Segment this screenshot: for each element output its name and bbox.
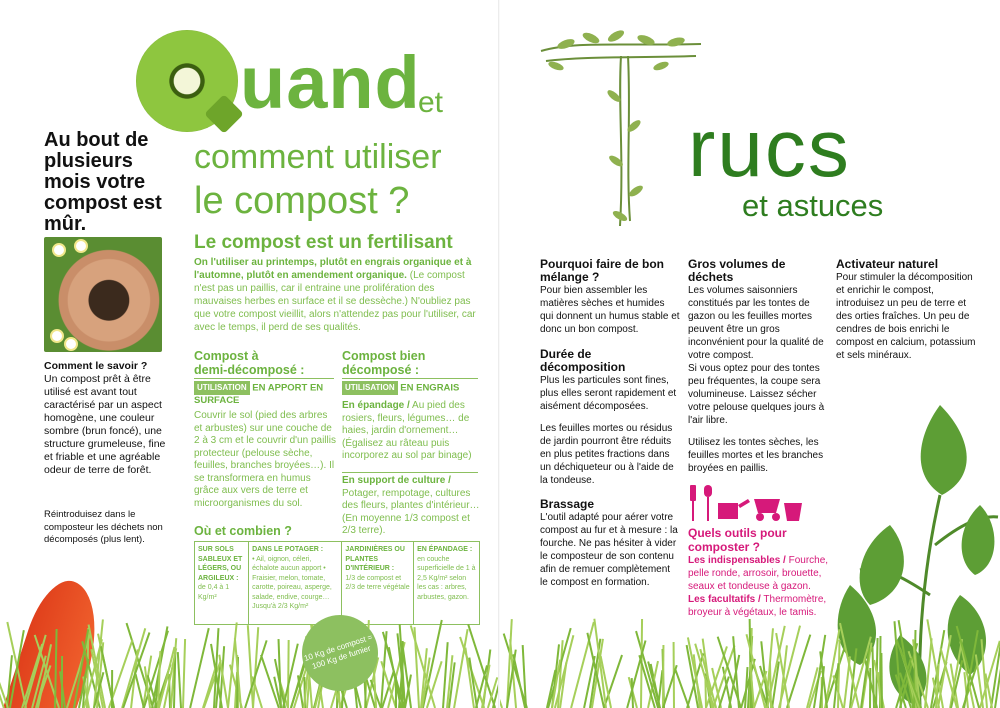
oc-cell-head: SUR SOLS SABLEUX ET LÉGERS, OU ARGILEUX : <box>198 546 243 582</box>
outils-indisp-label: Les indispensables / <box>688 555 786 566</box>
oc-cell-text: 1/3 de compost et 2/3 de terre végétale <box>345 574 410 591</box>
bien-heading-line1: Compost bien <box>342 349 426 363</box>
bien-heading <box>342 349 425 377</box>
grass-blade <box>662 665 678 708</box>
brassage-text: L'outil adapté pour aérer votre compost au fur et à mesure : la fourche. Ne pas hésiter à vider le composteur de son contenu afin de remuer complètement le compost en formation. <box>540 512 678 588</box>
grass-blade <box>260 654 280 708</box>
bien-epandage <box>342 400 482 463</box>
oc-cell-head: DANS LE POTAGER : <box>252 546 324 553</box>
semi-usage-text: EN APPORT EN SURFACE <box>194 382 324 406</box>
activateur-heading: Activateur naturel <box>836 257 939 271</box>
bien-culture-label: En support de culture / <box>342 475 451 486</box>
volumes-text-2: Si vous optez pour des tontes peu fréquentes, la coupe sera volumineuse. Laissez sécher votre pelouse quelques jours à l'air libre. <box>688 363 825 426</box>
fertilisant-lead: On l'utiliser au printemps, plutôt en engrais organique et à l'automne, plutôt en amendement organique. <box>194 257 472 281</box>
duree-text-2: Les feuilles mortes ou résidus de jardin pourront être réduits en plus petites fractions dans un déchiqueteur ou à l'aide de la tondeuse. <box>540 423 674 486</box>
oc-cell-jardinieres <box>342 542 414 624</box>
grass-blade <box>880 653 883 708</box>
duree-heading: Durée de décomposition <box>540 347 626 374</box>
semi-usage-tag: UTILISATION <box>194 381 250 395</box>
outils-facult-text: Thermomètre, broyeur à végétaux, le tamis. <box>688 594 827 618</box>
activateur-text: Pour stimuler la décomposition et enrichir le compost, introduisez un peu de terre et des orties fraîches. Un peu de cendres de bois enrichi le compost en calcium, potassium et sels minéraux. <box>836 272 976 361</box>
grass-right <box>500 618 1000 708</box>
duree-block <box>540 348 680 487</box>
grass-blade <box>176 652 181 708</box>
outils-indispensables <box>688 554 848 593</box>
brassage-heading: Brassage <box>540 497 595 511</box>
duree-text-1: Plus les particules sont fines, plus elles seront rapidement et aisément décomposées. <box>540 375 677 412</box>
grass-left <box>0 618 500 708</box>
volumes-text-1: Les volumes saisonniers constitués par les tontes de gazon ou les feuilles mortes peuvent être un gros inconvénient pour la qualité de votre compost. <box>688 285 824 361</box>
title-line3: le compost ? <box>194 180 410 222</box>
title-astuces: et astuces <box>742 188 884 223</box>
semi-heading-line2: demi-décomposé : <box>194 363 305 377</box>
oc-cell-text: • Ail, oignon, céleri, échalote aucun apport • Fraisier, melon, tomate, carotte, poireau, asperge, salade, endive, courge… Jusqu'à 2/3 Kg/m² <box>252 555 332 610</box>
ou-combien-table <box>194 541 480 625</box>
reintroduce-note: Réintroduisez dans le composteur les déchets non décomposés (plus lent). <box>44 509 163 545</box>
semi-usage <box>194 381 334 407</box>
bien-culture-text: Potager, rempotage, cultures des fleurs, plantes d'intérieur… (En moyenne 1/3 compost et 2/3 terre). <box>342 487 480 536</box>
title-line2: comment utiliser <box>194 138 442 176</box>
ou-combien-title: Où et combien ? <box>194 524 292 538</box>
outils-title: Quels outils pour composter ? <box>688 526 787 554</box>
bien-usage <box>342 381 482 395</box>
semi-heading <box>194 349 304 377</box>
fertilisant-text: (Le compost n'est pas un paillis, car il entraine une prolifération des mauvaises herbes en surface et il se dessèche.) N'oubliez pas que votre compost vieillit, alors n'attendez pas pour l'utiliser, car avec le temps, il perd de ses qualités. <box>194 270 476 333</box>
semi-rule <box>194 378 334 379</box>
bien-culture <box>342 475 482 538</box>
volumes-heading: Gros volumes de déchets <box>688 257 786 284</box>
intro-heading: Au bout de plusieurs mois votre compost est mûr. <box>44 129 162 235</box>
grass-blade <box>674 668 690 708</box>
melange-text: Pour bien assembler les matières sèches et humides qui donnent un humus stable et donc un bon compost. <box>540 285 680 335</box>
bien-usage-tag: UTILISATION <box>342 381 398 395</box>
oc-cell-text: de 0,4 à 1 Kg/m² <box>198 584 230 601</box>
bien-rule <box>342 378 478 379</box>
outils-facultatifs <box>688 593 848 619</box>
fertilisant-title: Le compost est un fertilisant <box>194 232 453 253</box>
brassage-block <box>540 498 680 589</box>
grass-blade <box>500 648 503 708</box>
volumes-block <box>688 258 828 475</box>
bien-epandage-label: En épandage / <box>342 400 410 411</box>
bien-usage-text: EN ENGRAIS <box>400 382 460 394</box>
title-quand: uand <box>240 41 421 124</box>
outils-block <box>688 526 848 619</box>
grass-blade <box>732 636 740 708</box>
garden-tools-icons <box>688 485 808 523</box>
outils-facult-label: Les facultatifs / <box>688 594 761 605</box>
title-trucs: rucs <box>688 103 851 194</box>
savoir-heading: Comment le savoir ? <box>44 360 148 372</box>
savoir-text: Un compost prêt à être utilisé est avant tout caractérisé par un aspect homogène, une couleur sombre (brun foncé), une structure grumeleuse, fine et friable et une agréable odeur de terre de forêt. <box>44 373 166 476</box>
oc-cell-text: en couche superficielle de 1 à 2,5 Kg/m² selon les cas : arbres, arbustes, gazon. <box>417 555 476 601</box>
semi-heading-line1: Compost à <box>194 349 259 363</box>
bien-rule-2 <box>342 472 478 473</box>
semi-text: Couvrir le sol (pied des arbres et arbustes) sur une couche de 2 à 3 cm et le couvrir d'un paillis protecteur (pelouse sèche, feuilles, branches broyées…). Il se transformera en humus grâce aux vers de terre et microorganismes du sol. <box>194 410 336 509</box>
bien-epandage-text: Au pied des rosiers, fleurs, légumes… de haies, jardin d'ornement… (Égalisez au râteau puis incorporez au sol par binage) <box>342 400 472 461</box>
right-page <box>500 0 1000 708</box>
grass-blade <box>182 639 186 708</box>
title-et: et <box>418 86 444 119</box>
compost-hands-photo <box>44 237 162 352</box>
oc-cell-head: JARDINIÈRES OU PLANTES D'INTÉRIEUR : <box>345 546 405 572</box>
badge-text: 10 Kg de compost = 100 Kg de fumier <box>302 632 374 671</box>
oc-cell-sols <box>195 542 249 624</box>
outils-indisp-text: Fourche, pelle ronde, arrosoir, brouette, seaux et tondeuse à gazon. <box>688 555 829 592</box>
volumes-text-3: Utilisez les tontes sèches, les feuilles mortes et les branches broyées en paillis. <box>688 437 824 474</box>
bien-heading-line2: décomposé : <box>342 363 420 377</box>
herb-letter-t-image <box>536 16 706 231</box>
oc-cell-epandage <box>414 542 479 624</box>
savoir-block <box>44 360 166 477</box>
grass-blade <box>54 629 58 708</box>
oc-cell-potager <box>249 542 342 624</box>
oc-cell-head: EN ÉPANDAGE : <box>417 546 473 553</box>
melange-heading: Pourquoi faire de bon mélange ? <box>540 257 665 284</box>
activateur-block <box>836 258 976 362</box>
melange-block <box>540 258 680 336</box>
fertilisant-intro <box>194 256 478 334</box>
